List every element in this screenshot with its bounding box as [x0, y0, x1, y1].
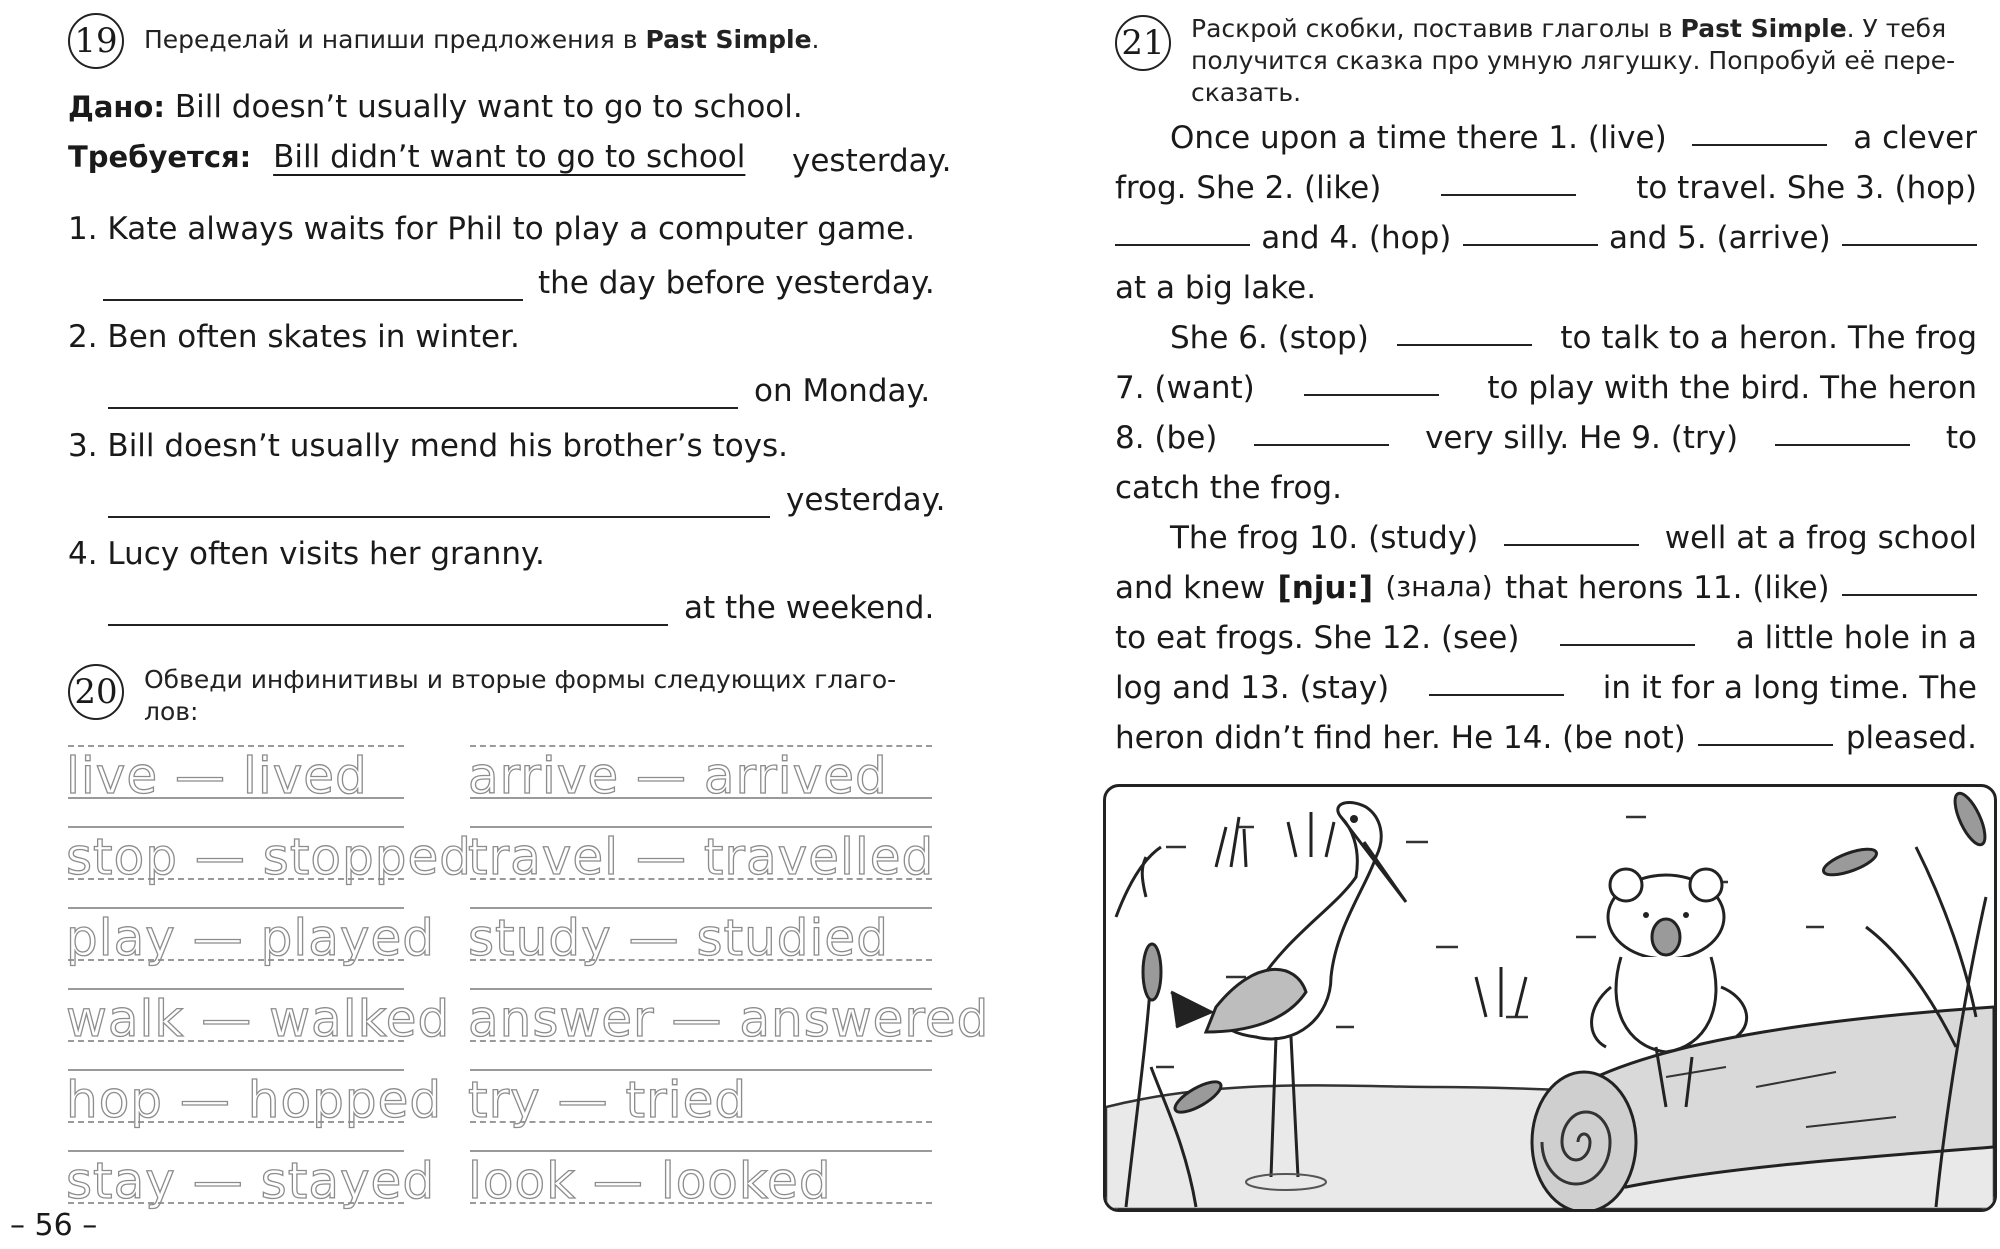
- answer-blank[interactable]: [1692, 120, 1827, 146]
- exercise-number-badge: 20: [68, 664, 124, 720]
- answer-blank-4[interactable]: [108, 596, 668, 626]
- trace-word[interactable]: arrive — arrived: [468, 747, 888, 805]
- exercise-19-instruction: Переделай и напиши предложения в Past Simple.: [144, 25, 820, 54]
- item-4-tail: at the weekend.: [684, 590, 935, 626]
- item-3-tail: yesterday.: [786, 482, 946, 518]
- exercise-19-item-4: 4. Lucy often visits her granny.: [68, 536, 545, 572]
- given-sentence: Bill doesn’t usually want to go to school.: [174, 89, 803, 125]
- exercise-19-item-2: 2. Ben often skates in winter.: [68, 319, 520, 355]
- answer-blank[interactable]: [1698, 720, 1833, 746]
- given-label: Дано:: [68, 90, 165, 124]
- exercise-19-header: [68, 13, 820, 69]
- trace-word[interactable]: hop — hopped: [66, 1071, 443, 1129]
- answer-blank[interactable]: [1115, 220, 1250, 246]
- given-line: [68, 87, 803, 127]
- answer-blank[interactable]: [1504, 520, 1639, 546]
- trace-word[interactable]: walk — walked: [66, 990, 451, 1048]
- answer-blank[interactable]: [1775, 420, 1910, 446]
- required-answer: Bill didn’t want to go to school: [273, 139, 746, 175]
- trace-word[interactable]: study — studied: [468, 909, 889, 967]
- answer-blank[interactable]: [1560, 620, 1695, 646]
- exercise-number-badge: 21: [1115, 15, 1171, 71]
- answer-blank-3[interactable]: [108, 488, 770, 518]
- answer-blank-1[interactable]: [103, 271, 523, 301]
- page-number: – 56 –: [10, 1208, 98, 1243]
- answer-blank[interactable]: [1304, 370, 1439, 396]
- exercise-19-item-3: 3. Bill doesn’t usually mend his brother’s toys.: [68, 428, 789, 464]
- exercise-21-instruction: Раскрой скобки, поставив глаголы в Past Simple. У тебя получится сказка про умную лягушку. Попробуй её пере- сказать.: [1191, 14, 1956, 107]
- trace-word[interactable]: look — looked: [468, 1152, 832, 1210]
- exercise-19-item-1: 1. Kate always waits for Phil to play a computer game.: [68, 211, 916, 247]
- answer-blank-2[interactable]: [108, 379, 738, 409]
- answer-blank[interactable]: [1842, 570, 1977, 596]
- illustration-drawing: [1106, 787, 1994, 1209]
- answer-blank[interactable]: [1842, 220, 1977, 246]
- trace-word[interactable]: stop — stopped: [66, 828, 472, 886]
- answer-blank[interactable]: [1463, 220, 1598, 246]
- item-2-tail: on Monday.: [754, 373, 931, 409]
- heron-frog-illustration: [1103, 784, 1997, 1212]
- exercise-number-badge: 19: [68, 13, 124, 69]
- exercise-21-header: [1115, 13, 1981, 109]
- trace-word[interactable]: live — lived: [66, 747, 368, 805]
- required-label: Требуется:: [68, 140, 252, 174]
- exercise-20-header: [68, 664, 896, 728]
- answer-blank[interactable]: [1441, 170, 1576, 196]
- answer-blank[interactable]: [1429, 670, 1564, 696]
- trace-word[interactable]: stay — stayed: [66, 1152, 436, 1210]
- item-1-tail: the day before yesterday.: [538, 265, 935, 301]
- required-line: [68, 137, 745, 177]
- exercise-20-instruction: Обведи инфинитивы и вторые формы следующих глаго- лов:: [144, 665, 897, 726]
- required-tail: yesterday.: [792, 143, 952, 179]
- trace-word[interactable]: travel — travelled: [468, 828, 935, 886]
- trace-word[interactable]: try — tried: [468, 1071, 748, 1129]
- ipa-transcription: [nju:]: [1277, 570, 1374, 606]
- trace-word[interactable]: answer — answered: [468, 990, 990, 1048]
- answer-blank[interactable]: [1254, 420, 1389, 446]
- trace-word[interactable]: play — played: [66, 909, 436, 967]
- answer-blank[interactable]: [1397, 320, 1532, 346]
